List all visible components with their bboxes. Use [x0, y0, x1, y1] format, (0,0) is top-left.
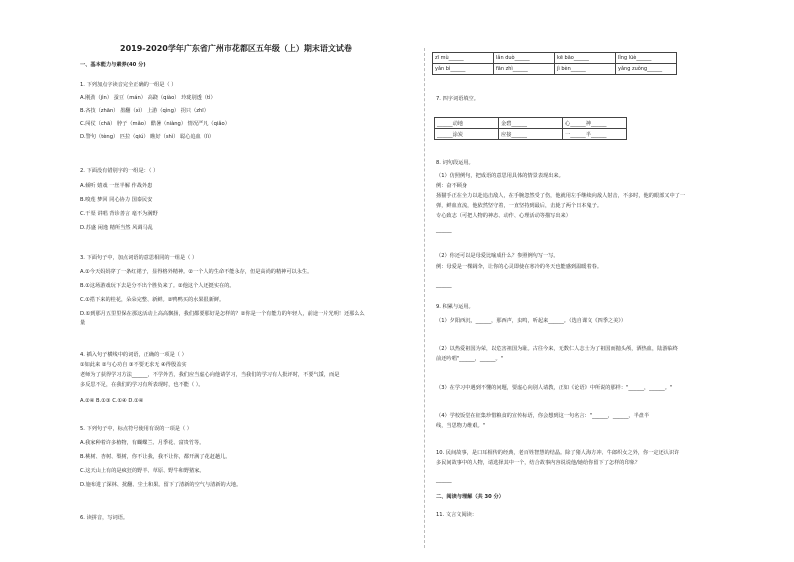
idiom-cell[interactable]: ______涂炭 — [435, 129, 499, 140]
q8-answer-line-2[interactable]: ______ — [436, 282, 452, 288]
q9-part-4: （4）学校饭堂在征集珍惜粮食的宣传标语，你会想到这一句名言："______，______，半盘半 — [436, 413, 650, 419]
pinyin-table — [432, 52, 677, 75]
left-column — [80, 0, 410, 562]
pinyin-row — [433, 53, 677, 64]
question-10-cont: 多民间故事中的人物，请选择其中一个，结合故事内容说说他/她给你留下了怎样的印象？ — [436, 460, 641, 466]
q3-option-d: D.①到那月五里里保在那这活动上高高飘扬，我们都要那好是怎样的？②你是一个有能力的年轻人，前途一片光明！还那么么 — [80, 311, 365, 317]
question-1: 1. 下列加点字读音完全正确的一组是（ ） — [80, 82, 177, 88]
q3-option-b: B.①这场游戏玩下去是分不出个胜负来了。②他这个人还挺实在的。 — [80, 283, 235, 289]
q2-option-b: B.嗅莲 梦回 同心协力 国泰民安 — [80, 197, 153, 203]
pinyin-cell[interactable]: yǎn bì______ — [433, 64, 494, 75]
q9-part-4-cont: 线，当思物力维艰。" — [436, 423, 486, 429]
q2-option-d: D.苏盛 闲逸 精所当然 风调马乱 — [80, 225, 153, 231]
q4-sentence-2: 多反思不足，在我们的学习有所表现时，也不能（ ）。 — [80, 382, 204, 388]
question-11: 11. 文言文阅读： — [436, 512, 478, 518]
pinyin-cell[interactable]: fān zhì______ — [494, 64, 555, 75]
q4-words: ①如此来 ②与心功自 ③不要无求无 ④得殷盖实 — [80, 362, 187, 368]
page-fold-divider — [424, 48, 425, 548]
pinyin-cell[interactable]: kē bāo______ — [555, 53, 616, 64]
pinyin-cell[interactable]: yǎng zuǒng______ — [616, 64, 677, 75]
q9-part-2-cont: 前还吟唱"______，______。" — [436, 356, 504, 362]
q8-part-2: （2）你还可以是母爱比喻成什么？参照例句写一写。 — [436, 253, 559, 259]
q10-answer-line[interactable]: ______ — [436, 477, 452, 483]
q5-option-c: C.这天山上有的是疯狂的野羊、草原、野牛和野猪家。 — [80, 468, 205, 474]
question-5: 5. 下列句子中，标点符号使用有误的一项是（ ） — [80, 426, 192, 432]
q3-option-c: C.①搭下来的桂花，朵朵完整、新鲜。②鸭鸭买的水果很新鲜。 — [80, 297, 225, 303]
q8-part-1: （1）仿照例句，把成语的意思用具体的情景表现出来。 — [436, 173, 564, 179]
q1-option-b: B.吝技（zhān） 墨翻（xì） 上游（qìng） 拐只（zhī） — [80, 108, 209, 114]
q5-option-d: D.施布进了深林、扰翻、尘土和果。留下了清新的空气与清新的大地。 — [80, 482, 242, 488]
q9-part-2: （2）以热爱祖国为荣，以危害祖国为耻。古往今来，无数仁人志士为了祖国而抛头颅，洒热血，陆游临终 — [436, 346, 678, 352]
q1-option-c: C.闯仗（chā） 脖子（mǎo） 酷暑（niàng） 情况严凡（qiǎo） — [80, 121, 230, 127]
q1-option-a: A.刚劲（jìn） 蚕豆（mán） 高跷（qiào） 玲珑别透（tì） — [80, 95, 216, 101]
exam-title: 2019-2020学年广东省广州市花都区五年级（上）期末语文试卷 — [120, 44, 352, 53]
question-2: 2. 下面没有错别字的一组是：（ ） — [80, 168, 159, 174]
section-heading-reading: 二、阅读与理解（共 30 分） — [436, 494, 504, 500]
idiom-cell[interactable]: 金碧______ — [499, 118, 563, 129]
q3-option-d-cont: 量 — [80, 320, 86, 326]
right-column — [432, 0, 777, 562]
q8-example-text-1: 扬猫手正在全力以赴追击敌人，在手腕忽然受了伤，他就用左手继续向敌人射击，不多时，他的眼部又中了一 — [436, 193, 686, 199]
pinyin-cell[interactable]: lǐng lüè______ — [616, 53, 677, 64]
q8-example-label: 例：奋不顾身 — [436, 183, 468, 189]
section-heading-basic: 一、基本能力与素养(40 分) — [80, 62, 146, 68]
idiom-cell[interactable]: 一______半______ — [563, 129, 627, 140]
q5-option-b: B.桃树、杏树、梨树，你不让我，我不让你，都开满了花赶趟儿。 — [80, 454, 231, 460]
pinyin-cell[interactable]: lǎn duò______ — [494, 53, 555, 64]
q8-answer-line-1[interactable]: ______ — [436, 227, 452, 233]
q9-part-3: （3）在学习中遇到不懂的问题，要虚心向别人请教，正如《论语》中所说的那样："______，______。" — [436, 385, 673, 391]
q8-example-text-2: 弹，鲜血直流，他依然坚守着，一直坚持到最后，击毙了两个日本鬼子。 — [436, 203, 603, 209]
question-6: 6. 读拼音，写词语。 — [80, 515, 129, 521]
question-9: 9. 积累与运用。 — [436, 304, 474, 310]
pinyin-cell[interactable]: jì bèn______ — [555, 64, 616, 75]
q4-options: A.②④ B.①③ C.①④ D.①④ — [80, 398, 144, 404]
pinyin-cell[interactable]: zī mù______ — [433, 53, 494, 64]
question-3: 3. 下面句子中，加点词语的意思相同的一组是（ ） — [80, 255, 198, 261]
pinyin-row — [433, 64, 677, 75]
q1-option-d: D.警句（tèng） 匹拉（qiú） 瞧好（shì） 聪心追血（lì） — [80, 134, 215, 140]
q5-option-a: A.我家种着许多植物，有蝴蝶兰、月季花、富贵竹等。 — [80, 440, 205, 446]
q2-option-a: A.倾听 嬉戏 一丝半解 作战外患 — [80, 183, 153, 189]
idiom-cell[interactable]: 心______神______ — [563, 118, 627, 129]
question-4: 4. 插入句子横线中的词语，正确的一项是（ ） — [80, 352, 187, 358]
question-8: 8. 词句段运用。 — [436, 160, 474, 166]
idiom-row — [435, 118, 627, 129]
q3-option-a: A.①今天妈妈穿了一条红裙子，显得格外精神。②一个人的生命不能永存，但是高尚的精神可以永生。 — [80, 269, 313, 275]
question-10: 10. 民间故事，是口耳相传的经典，老百姓智慧的结晶。除了猪人海方冲、牛郎织女之外，你一定还认识许 — [436, 450, 680, 456]
idiom-cell[interactable]: 应接______ — [499, 129, 563, 140]
question-7: 7. 四字词语填空。 — [436, 96, 479, 102]
idiom-fill-table — [434, 117, 627, 140]
idiom-row — [435, 129, 627, 140]
q8-example-2: 例：母爱是一棵阔伞，让你的心灵即使在寒冷的冬天也能感到温暖着春。 — [436, 264, 603, 270]
q8-task-1: 专心致志（可把人物的神态、动作、心理活动等描写出来） — [436, 213, 571, 219]
q2-option-c: C.干渠 讲唱 背诊善言 毫不为满野 — [80, 211, 158, 217]
idiom-cell[interactable]: ______动地 — [435, 118, 499, 129]
q9-part-1: （1）夕阳西沉，______，那西声，虫鸣，听起来______。（选自课文《四季之美》） — [436, 318, 627, 324]
q4-sentence-1: 老师为了获得学习方法______，不学外苦，我们应当虚心向他请学习，当我们的学习有人批评时，不要气馁，而是 — [80, 372, 340, 378]
